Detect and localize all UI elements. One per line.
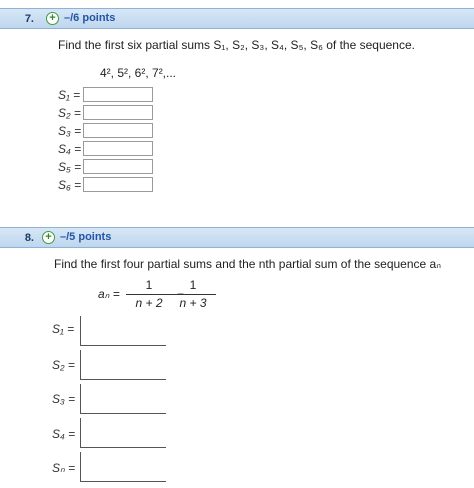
formula-num1: 1 [145,278,153,292]
formula-den2: n + 3 [179,296,207,310]
s4-input[interactable] [80,418,166,448]
question-number: 8. [24,231,34,244]
s4-input[interactable] [83,141,153,156]
plus-circle-icon[interactable]: + [42,231,55,244]
s2-input[interactable] [83,105,153,120]
s3-label: S₃ = [58,124,82,138]
sn-label: Sₙ = [52,461,76,475]
question-7-sequence: 4², 5², 6², 7²,... [100,66,177,80]
formula-bar2 [170,294,216,295]
s6-label: S₆ = [58,178,82,192]
question-number: 7. [24,12,34,25]
s1-label: S₁ = [52,322,75,336]
s2-label: S₂ = [58,106,81,120]
question-7-header [0,8,474,29]
s2-input[interactable] [80,350,166,380]
s4-label: S₄ = [52,427,76,441]
formula-num2: 1 [189,278,197,292]
plus-circle-icon[interactable]: + [46,12,59,25]
s1-input[interactable] [83,87,153,102]
points-label: –/5 points [60,231,112,243]
question-8-header [0,227,474,248]
s5-input[interactable] [83,159,153,174]
formula-lhs: aₙ = [98,287,120,301]
s6-input[interactable] [83,177,153,192]
s3-input[interactable] [83,123,153,138]
question-8-prompt: Find the first four partial sums and the nth partial sum of the sequence aₙ [54,257,441,271]
points-label: –/6 points [64,12,116,24]
s4-label: S₄ = [58,142,82,156]
formula-den1: n + 2 [135,296,163,310]
formula-bar1 [126,294,172,295]
s3-label: S₃ = [52,392,76,406]
s1-input[interactable] [80,316,166,346]
sn-input[interactable] [80,452,166,482]
s1-label: S₁ = [58,88,81,102]
s2-label: S₂ = [52,358,75,372]
s3-input[interactable] [80,384,166,414]
s5-label: S₅ = [58,160,82,174]
question-7-prompt: Find the first six partial sums S₁, S₂, S₃, S₄, S₅, S₆ of the sequence. [58,38,415,52]
